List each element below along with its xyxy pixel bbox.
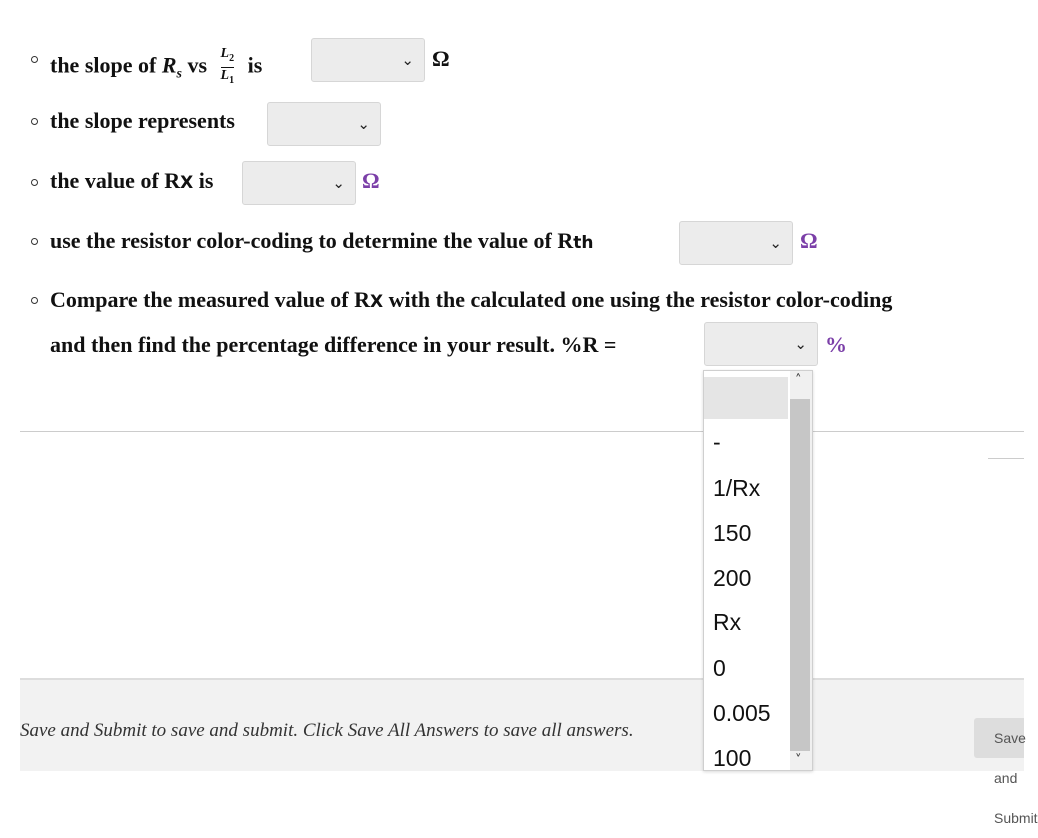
- dropdown-list[interactable]: [703, 370, 813, 771]
- q1-vs: vs: [181, 52, 213, 78]
- dropdown-option[interactable]: 0: [713, 655, 726, 681]
- rx-value-select[interactable]: [242, 161, 356, 205]
- chevron-down-icon: ⌄: [401, 51, 414, 69]
- q4-sub: th: [573, 233, 594, 253]
- bullet: [31, 56, 38, 63]
- divider: [20, 431, 1024, 432]
- chevron-down-icon: ⌄: [357, 115, 370, 133]
- dropdown-option[interactable]: -: [713, 429, 721, 455]
- q3-suffix: is: [193, 168, 214, 193]
- slope-select[interactable]: [311, 38, 425, 82]
- divider-right: [988, 458, 1024, 459]
- dropdown-option[interactable]: 1/Rx: [713, 475, 761, 501]
- question-compare-line2: [50, 332, 616, 358]
- ohm-unit: Ω: [362, 168, 380, 193]
- q1-suffix: is: [242, 52, 263, 78]
- q5-sub: X: [370, 292, 384, 312]
- dropdown-option-highlighted[interactable]: [704, 377, 788, 419]
- question-slope-value: [50, 46, 262, 89]
- frac-num: L: [220, 46, 230, 61]
- dropdown-option[interactable]: 150: [713, 520, 752, 546]
- ohm-unit: Ω: [800, 228, 818, 253]
- slope-represents-select[interactable]: [267, 102, 381, 146]
- chevron-down-icon: ⌄: [332, 174, 345, 192]
- q5-line2: and then find the percentage difference in your result. %R =: [50, 332, 617, 357]
- q4-text: use the resistor color-coding to determine the value of R: [50, 228, 574, 253]
- question-slope-represents: [50, 108, 235, 134]
- q5-suffix: with the calculated one using the resistor color-coding: [383, 287, 893, 312]
- fraction: [221, 46, 235, 89]
- scrollbar-thumb[interactable]: [790, 399, 810, 751]
- chevron-down-icon[interactable]: ˅: [795, 753, 802, 768]
- q1-var: R: [161, 52, 177, 78]
- footer-instructions: Save and Submit to save and submit. Click Save All Answers to save all answers.: [20, 720, 634, 741]
- dropdown-option[interactable]: Rx: [713, 609, 742, 635]
- bullet: [31, 118, 38, 125]
- question-rth-value: [50, 228, 593, 254]
- dropdown-scrollbar[interactable]: [790, 371, 812, 770]
- bullet: [31, 238, 38, 245]
- frac-den-sub: 1: [229, 74, 235, 86]
- dropdown-option[interactable]: 100: [713, 745, 752, 771]
- frac-den: L: [220, 67, 230, 83]
- q2-text: the slope represents: [50, 108, 235, 133]
- ohm-unit: Ω: [432, 46, 450, 71]
- question-rx-value: [50, 168, 213, 194]
- percent-unit: %: [825, 332, 847, 357]
- q3-prefix: the value of R: [50, 168, 181, 193]
- rth-value-select[interactable]: [679, 221, 793, 265]
- q3-sub: X: [180, 173, 194, 193]
- dropdown-option[interactable]: 0.005: [713, 700, 771, 726]
- footer-bar: [20, 678, 1038, 826]
- bullet: [31, 179, 38, 186]
- q1-sub: s: [176, 66, 182, 82]
- chevron-down-icon: ⌄: [769, 234, 782, 252]
- dropdown-option[interactable]: 200: [713, 565, 752, 591]
- chevron-down-icon: ⌄: [794, 335, 807, 353]
- save-and-submit-button[interactable]: Save and Submit: [974, 718, 1024, 758]
- percentage-select[interactable]: [704, 322, 818, 366]
- frac-num-sub: 2: [229, 52, 235, 64]
- q5-prefix: Compare the measured value of R: [50, 287, 370, 312]
- q1-prefix: the slope of: [50, 52, 162, 78]
- chevron-up-icon[interactable]: ˄: [795, 373, 802, 388]
- bullet: [31, 297, 38, 304]
- question-compare-line1: [50, 287, 892, 313]
